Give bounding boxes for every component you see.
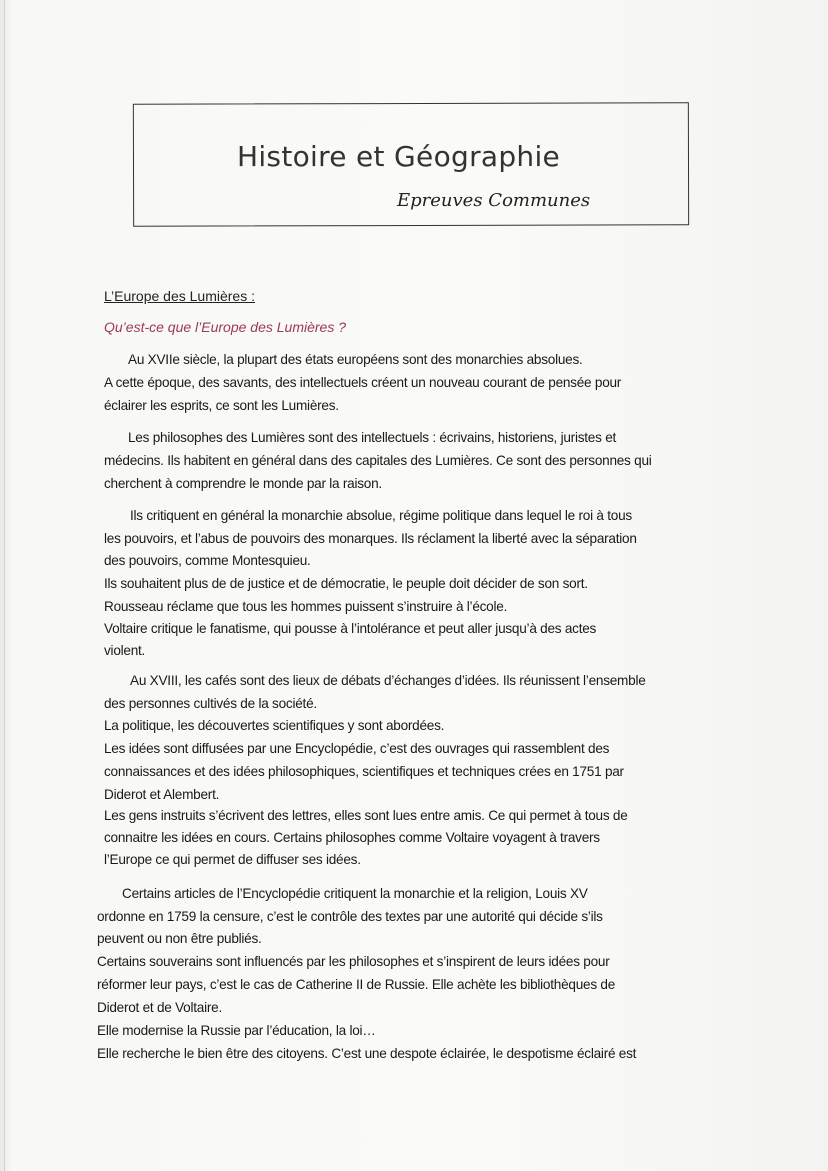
text-line: Rousseau réclame que tous les hommes puissent s’instruire à l’école. <box>104 599 508 614</box>
section-question: Qu’est-ce que l’Europe des Lumières ? <box>104 319 347 335</box>
text-line: Les philosophes des Lumières sont des intellectuels : écrivains, historiens, juristes et <box>128 430 617 445</box>
text-line: Ils souhaitent plus de de justice et de démocratie, le peuple doit décider de son sort. <box>104 576 588 591</box>
text-line: Les gens instruits s’écrivent des lettres, elles sont lues entre amis. Ce qui permet à tous de <box>104 808 628 823</box>
text-line: violent. <box>104 643 146 658</box>
text-line: cherchent à comprendre le monde par la raison. <box>104 476 382 491</box>
text-line: Diderot et de Voltaire. <box>97 1000 222 1015</box>
text-line: Certains souverains sont influencés par les philosophes et s’inspirent de leurs idées pour <box>97 954 610 969</box>
text-line: Voltaire critique le fanatisme, qui pousse à l’intolérance et peut aller jusqu’à des actes <box>104 621 597 636</box>
text-line: des pouvoirs, comme Montesquieu. <box>104 553 311 568</box>
text-line: La politique, les découvertes scientifiques y sont abordées. <box>104 718 445 733</box>
text-line: l’Europe ce qui permet de diffuser ses idées. <box>104 852 361 867</box>
document-title: Histoire et Géographie <box>237 140 561 173</box>
text-line: réformer leur pays, c’est le cas de Catherine II de Russie. Elle achète les bibliothèques de <box>97 977 616 992</box>
text-line: Diderot et Alembert. <box>104 787 220 802</box>
text-line: Elle recherche le bien être des citoyens. C’est une despote éclairée, le despotisme éclairé est <box>97 1046 637 1061</box>
page-edge <box>4 0 5 1171</box>
text-line: médecins. Ils habitent en général dans des capitales des Lumières. Ce sont des personnes qui <box>104 453 652 468</box>
text-line: Les idées sont diffusées par une Encyclopédie, c’est des ouvrages qui rassemblent des <box>104 741 610 756</box>
text-line: Certains articles de l’Encyclopédie critiquent la monarchie et la religion, Louis XV <box>122 886 588 901</box>
text-line: connaitre les idées en cours. Certains philosophes comme Voltaire voyagent à travers <box>104 830 600 845</box>
document-subtitle: Epreuves Communes <box>397 190 591 211</box>
text-line: A cette époque, des savants, des intellectuels créent un nouveau courant de pensée pour <box>104 375 622 390</box>
text-line: Au XVIIe siècle, la plupart des états européens sont des monarchies absolues. <box>128 352 583 367</box>
text-line: peuvent ou non être publiés. <box>97 931 262 946</box>
text-line: ordonne en 1759 la censure, c’est le contrôle des textes par une autorité qui décide s’ils <box>97 909 603 924</box>
section-heading: L’Europe des Lumières : <box>104 288 255 304</box>
text-line: Ils critiquent en général la monarchie absolue, régime politique dans lequel le roi à tous <box>130 508 632 523</box>
text-line: Au XVIII, les cafés sont des lieux de débats d’échanges d’idées. Ils réunissent l’ensemble <box>130 673 646 688</box>
text-line: Elle modernise la Russie par l’éducation, la loi… <box>97 1023 376 1038</box>
text-line: les pouvoirs, et l’abus de pouvoirs des monarques. Ils réclament la liberté avec la séparation <box>104 531 637 546</box>
text-line: éclairer les esprits, ce sont les Lumières. <box>104 398 339 413</box>
text-line: connaissances et des idées philosophiques, scientifiques et techniques crées en 1751 par <box>104 764 624 779</box>
text-line: des personnes cultivés de la société. <box>104 696 317 711</box>
